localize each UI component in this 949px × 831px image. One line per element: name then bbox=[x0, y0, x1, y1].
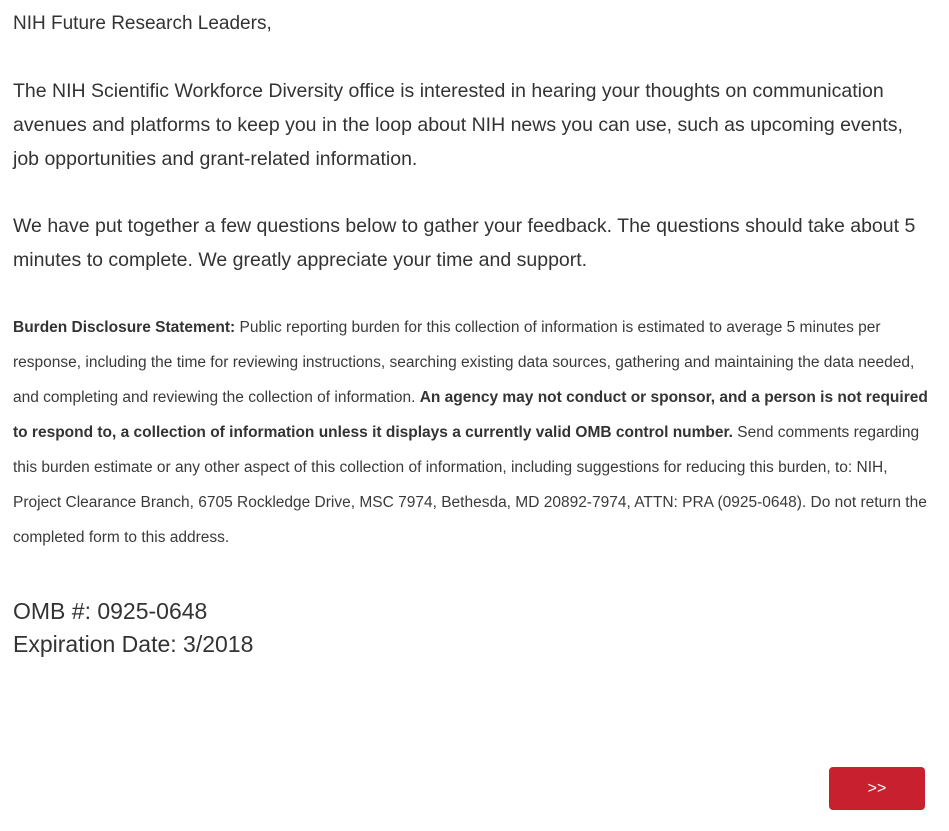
burden-bold-statement: An agency may not conduct or sponsor, and a person is not required to respond to, a collection of information unless it displays a currently valid OMB control number. bbox=[13, 389, 928, 441]
next-button[interactable]: >> bbox=[829, 767, 925, 810]
expiration-date: Expiration Date: 3/2018 bbox=[13, 631, 254, 657]
burden-text-part1: Public reporting burden for this collection of information is estimated to average 5 minutes per response, including the time for reviewing instructions, searching existing data sources, gathering and maintaining the data needed, and completing and reviewing the collection of information. bbox=[13, 319, 915, 406]
omb-info bbox=[13, 595, 933, 661]
burden-heading: Burden Disclosure Statement: bbox=[13, 319, 236, 336]
intro-paragraph: The NIH Scientific Workforce Diversity office is interested in hearing your thoughts on communication avenues and platforms to keep you in the loop about NIH news you can use, such as upcoming events, job opportunities and grant-related information. bbox=[13, 80, 903, 170]
burden-text-part2: Send comments regarding this burden estimate or any other aspect of this collection of information, including suggestions for reducing this burden, to: NIH, Project Clearance Branch, 6705 Rockledge Drive, MSC 7974, Bethesda, MD 20892-7974, ATTN: PRA (0925-0648). Do not return the completed form to this address. bbox=[13, 424, 927, 546]
omb-number: OMB #: 0925-0648 bbox=[13, 598, 208, 624]
survey-intro bbox=[13, 0, 933, 661]
greeting-text: NIH Future Research Leaders, bbox=[13, 13, 272, 34]
feedback-paragraph: We have put together a few questions below to gather your feedback. The questions should take about 5 minutes to complete. We greatly appreciate your time and support. bbox=[13, 215, 916, 271]
burden-disclosure-statement bbox=[13, 310, 933, 555]
